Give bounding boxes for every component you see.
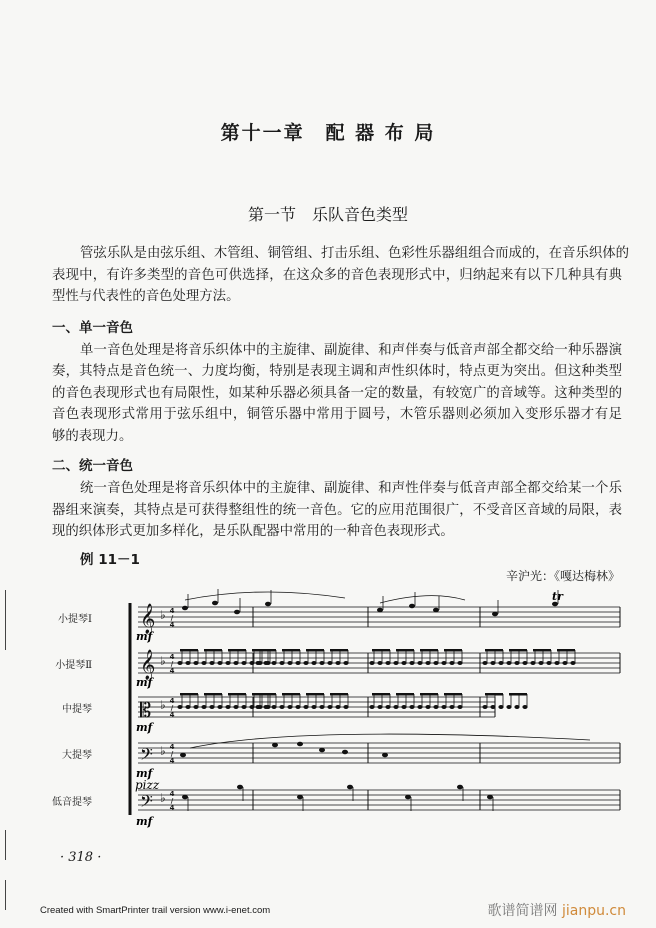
- trill-marking: tr: [552, 590, 563, 603]
- text-line: 器组来演奏，其特点是可获得整组性的统一音色。它的应用范围很广，不受音区音域的局限，表: [52, 503, 622, 518]
- attribution: 辛沪光：《嘎达梅林》: [505, 569, 620, 583]
- beam: [228, 649, 246, 652]
- beam: [557, 649, 575, 652]
- instrument-label: 低音提琴: [52, 797, 92, 808]
- pizz-marking: pizz: [135, 778, 160, 792]
- beam: [180, 649, 198, 652]
- time-signature: 4/4: [168, 743, 176, 764]
- note-head: [457, 785, 463, 790]
- beam: [372, 693, 390, 696]
- time-signature: 4/4: [168, 697, 176, 718]
- footer-text: Created with SmartPrinter trail version www.i-enet.com: [40, 905, 271, 916]
- dynamic-marking: mf: [136, 630, 153, 643]
- time-signature: 4/4: [168, 653, 176, 674]
- beam: [396, 649, 414, 652]
- section-title: 第一节 乐队音色类型: [247, 205, 408, 224]
- text-line: 管弦乐队是由弦乐组、木管组、铜管组、打击乐组、色彩性乐器组组合而成的，在音乐织体的: [80, 246, 630, 261]
- note-head: [297, 742, 303, 747]
- note-head: [272, 743, 278, 748]
- key-signature: ♭: [160, 654, 166, 668]
- beam: [330, 649, 348, 652]
- key-signature: ♭: [160, 744, 166, 758]
- heading-single-timbre: 一、单一音色: [52, 320, 133, 336]
- beam: [330, 693, 348, 696]
- key-signature: ♭: [160, 791, 166, 805]
- beam: [228, 693, 246, 696]
- key-signature: ♭: [160, 698, 166, 712]
- clef-icon: 𝄢: [140, 791, 153, 815]
- text-line: 现的织体形式更加多样化，是乐队配器中常用的一种音色表现形式。: [52, 524, 454, 539]
- note-head: [492, 612, 498, 617]
- note-head: [212, 601, 218, 606]
- note-head: [409, 604, 415, 609]
- beam: [282, 649, 300, 652]
- page-number: · 318 ·: [60, 850, 102, 865]
- note-head: [265, 602, 271, 607]
- beam: [282, 693, 300, 696]
- slur: [185, 592, 345, 600]
- note-head: [182, 606, 188, 611]
- note-head: [319, 748, 325, 753]
- heading-unified-timbre: 二、统一音色: [52, 458, 133, 474]
- beam: [306, 649, 324, 652]
- beam: [533, 649, 551, 652]
- note-head: [347, 785, 353, 790]
- note-head: [342, 750, 348, 755]
- instrument-label: 小提琴Ⅱ: [55, 660, 92, 671]
- text-line: 奏，其特点是音色统一、力度均衡，特别是表现主调和声性织体时，特点更为突出。但这种类型: [52, 364, 622, 379]
- beam: [204, 649, 222, 652]
- chapter-title: 第十一章 配 器 布 局: [220, 122, 436, 144]
- text-line: 表现中，有许多类型的音色可供选择，在这众多的音色表现形式中，归纳起来有以下几种具有典: [52, 268, 622, 283]
- beam: [444, 649, 462, 652]
- instrument-label: 小提琴Ⅰ: [58, 614, 92, 625]
- beam: [485, 649, 503, 652]
- note-head: [433, 608, 439, 613]
- note-head: [297, 795, 303, 800]
- note-head: [487, 795, 493, 800]
- note-head: [182, 795, 188, 800]
- key-signature: ♭: [160, 608, 166, 622]
- note-head: [405, 795, 411, 800]
- slur: [380, 596, 465, 603]
- dynamic-marking: mf: [136, 721, 153, 734]
- watermark-cn: 歌谱简谱网: [487, 903, 558, 919]
- dynamic-marking: mf: [136, 815, 153, 828]
- clef-icon: 𝄢: [140, 744, 153, 768]
- beam: [396, 693, 414, 696]
- note-head: [180, 753, 186, 758]
- text-line: 的音色表现形式也有局限性，如某种乐器必须具备一定的数量，有较宽广的音域等。这种类型的: [52, 386, 622, 401]
- beam: [420, 693, 438, 696]
- note-head: [377, 608, 383, 613]
- beam: [420, 649, 438, 652]
- clef-icon: 𝄞: [140, 650, 156, 680]
- slur: [190, 734, 590, 748]
- dynamic-marking: mf: [136, 676, 153, 689]
- beam: [372, 649, 390, 652]
- text-line: 够的表现力。: [52, 429, 133, 444]
- note-head: [234, 610, 240, 615]
- dynamic-marking: mf: [136, 767, 153, 780]
- text-line: 单一音色处理是将音乐织体中的主旋律、副旋律、和声伴奏与低音声部全都交给一种乐器演: [80, 343, 622, 358]
- text-line: 统一音色处理是将音乐织体中的主旋律、副旋律、和声性伴奏与低音声部全都交给某一个乐: [80, 481, 622, 496]
- note-head: [382, 753, 388, 758]
- beam: [444, 693, 462, 696]
- beam: [204, 693, 222, 696]
- text-line: 音色表现形式常用于弦乐组中，铜管乐器中常用于圆号，木管乐器则必须加入变形乐器才有足: [52, 407, 622, 422]
- beam: [180, 693, 198, 696]
- watermark: [488, 900, 626, 920]
- beam: [485, 693, 503, 696]
- time-signature: 4/4: [168, 790, 176, 811]
- clef-icon: 𝄞: [140, 604, 156, 634]
- clef-icon: 𝄡: [140, 698, 152, 722]
- text-line: 型性与代表性的音色处理方法。: [52, 289, 240, 304]
- beam: [509, 649, 527, 652]
- watermark-en: jianpu.cn: [561, 903, 626, 919]
- instrument-label: 大提琴: [62, 750, 92, 761]
- example-label: 例 11－1: [80, 552, 140, 568]
- beam: [509, 693, 527, 696]
- instrument-label: 中提琴: [62, 704, 92, 715]
- beam: [306, 693, 324, 696]
- note-head: [237, 785, 243, 790]
- beam: [258, 693, 276, 696]
- time-signature: 4/4: [168, 607, 176, 628]
- beam: [258, 649, 276, 652]
